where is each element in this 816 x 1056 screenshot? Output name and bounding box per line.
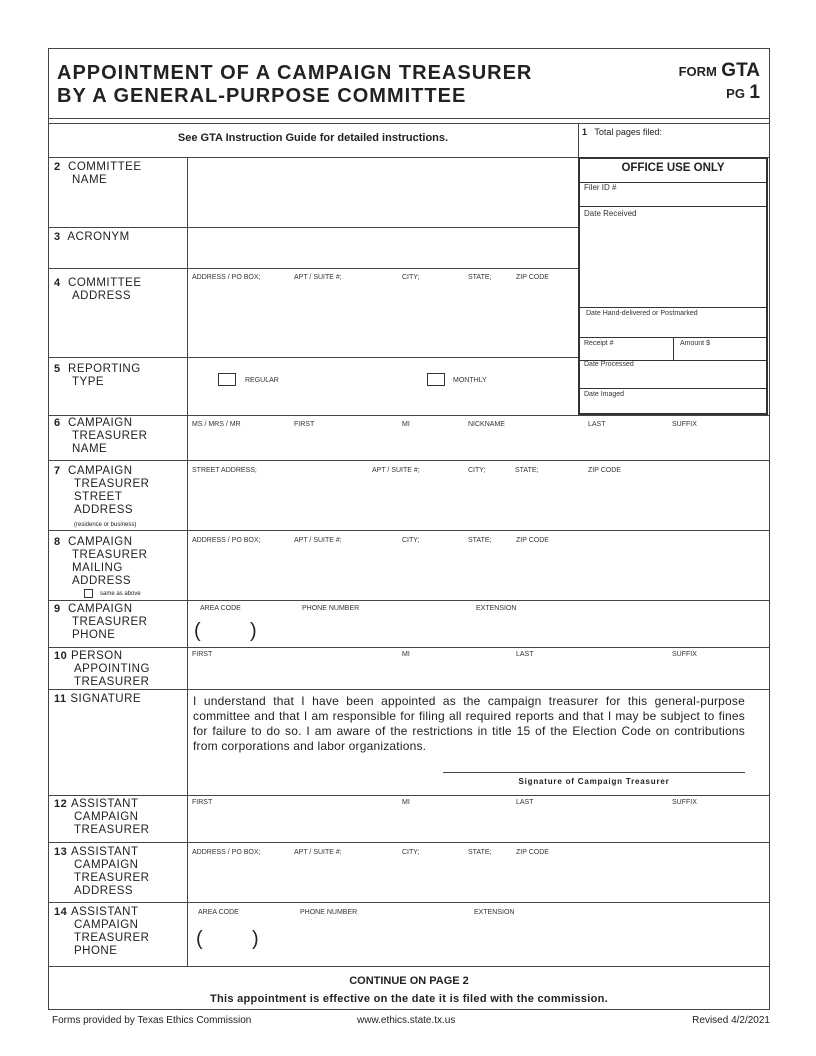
row-7-label: [54, 465, 149, 532]
field-text: CAMPAIGN: [74, 919, 139, 931]
field-text: ASSISTANT: [70, 906, 139, 918]
total-pages[interactable]: [582, 127, 662, 137]
field-text: LAST: [516, 799, 534, 806]
treasurer-name-field[interactable]: [188, 415, 770, 460]
monthly-checkbox[interactable]: [427, 373, 445, 386]
field-text: 10: [54, 650, 68, 662]
divider: [48, 357, 578, 358]
form-code: [679, 60, 760, 104]
committee-name-field[interactable]: [188, 158, 578, 227]
footer-url[interactable]: www.ethics.state.tx.us: [357, 1015, 456, 1026]
same-as-above-label: same as above: [100, 591, 141, 597]
field-text: TYPE: [72, 376, 105, 388]
field-text: TREASURER: [72, 549, 148, 561]
field-text: CITY;: [402, 274, 420, 281]
field-text: (: [196, 928, 203, 950]
total-pages-label: Total pages filed:: [594, 127, 662, 137]
field-text: SIGNATURE: [70, 693, 142, 705]
field-text: ADDRESS: [72, 290, 132, 302]
field-text: ZIP CODE: [516, 537, 549, 544]
title-line-2: BY A GENERAL-PURPOSE COMMITTEE: [57, 85, 467, 107]
regular-label: REGULAR: [245, 377, 279, 384]
field-text: ADDRESS: [74, 885, 134, 897]
field-text: TREASURER: [72, 616, 148, 628]
field-text: APT / SUITE #;: [294, 274, 342, 281]
page-label: PG: [726, 86, 745, 101]
field-text: ASSISTANT: [70, 846, 139, 858]
field-text: TREASURER: [74, 872, 150, 884]
field-text: COMMITTEE: [68, 277, 142, 289]
field-text: CAMPAIGN: [68, 465, 133, 477]
signature-statement: I understand that I have been appointed as the campaign treasurer for this general-purpose committee and that I am responsible for filing all required reports and that I may be subject to fines for failure to do so. I am aware of the restrictions in title 15 of the Election Code on contributions from corporations and labor organizations.: [193, 694, 745, 753]
field-text: ): [250, 620, 257, 642]
field-text: APT / SUITE #;: [294, 537, 342, 544]
monthly-label: MONTHLY: [453, 377, 487, 384]
field-text: CAMPAIGN: [74, 811, 139, 823]
field-text: TREASURER: [74, 478, 150, 490]
field-text: CAMPAIGN: [68, 536, 133, 548]
title-line-1: APPOINTMENT OF A CAMPAIGN TREASURER: [57, 62, 533, 84]
field-text: ADDRESS: [74, 504, 134, 516]
row-8-label: [54, 536, 147, 588]
field-text: SUFFIX: [672, 651, 697, 658]
assistant-address-field[interactable]: [188, 842, 770, 902]
field-text: EXTENSION: [476, 605, 517, 612]
field-text: ZIP CODE: [516, 274, 549, 281]
field-text: MAILING: [72, 562, 123, 574]
divider: [578, 123, 579, 157]
field-text: 13: [54, 846, 68, 858]
field-text: ASSISTANT: [70, 798, 139, 810]
divider: [48, 123, 770, 124]
field-text: 14: [54, 906, 68, 918]
committee-address-field[interactable]: [188, 268, 578, 357]
field-text: 6: [54, 417, 61, 429]
date-imaged: Date Imaged: [584, 391, 625, 398]
date-received: Date Received: [580, 207, 766, 308]
total-pages-num: 1: [582, 127, 588, 137]
office-use-box: [578, 157, 768, 415]
row-9-label: [54, 603, 147, 642]
same-as-above-checkbox[interactable]: [84, 589, 93, 598]
field-text: ZIP CODE: [516, 849, 549, 856]
filer-id: Filer ID #: [580, 183, 766, 207]
field-text: 11: [54, 693, 67, 705]
field-text: NAME: [72, 174, 108, 186]
field-text: NICKNAME: [468, 421, 505, 428]
field-text: APPOINTING: [74, 663, 150, 675]
field-text: STATE;: [468, 274, 492, 281]
field-text: STATE;: [515, 467, 539, 474]
field-text: MI: [402, 799, 410, 806]
row-11-label: [54, 693, 141, 706]
row-4-label: [54, 277, 142, 303]
field-text: ): [252, 928, 259, 950]
form-label: FORM: [678, 64, 717, 79]
field-text: LAST: [588, 421, 606, 428]
field-text: TREASURER: [74, 824, 150, 836]
field-text: 12: [54, 798, 68, 810]
field-text: ACRONYM: [67, 231, 130, 243]
field-text: STATE;: [468, 849, 492, 856]
field-text: ADDRESS: [72, 575, 132, 587]
signature-caption: Signature of Campaign Treasurer: [518, 777, 670, 786]
field-text: CAMPAIGN: [68, 603, 133, 615]
field-text: MI: [402, 421, 410, 428]
field-text: PHONE NUMBER: [302, 605, 360, 612]
field-text: SUFFIX: [672, 799, 697, 806]
field-text: STREET: [74, 491, 123, 503]
divider: [48, 689, 770, 690]
field-text: CITY;: [402, 537, 420, 544]
field-text: 4: [54, 277, 61, 289]
field-text: APT / SUITE #;: [372, 467, 420, 474]
date-hand-delivered: Date Hand-delivered or Postmarked: [580, 308, 766, 338]
field-text: FIRST: [192, 651, 213, 658]
row-5-label: [54, 363, 141, 389]
field-text: NAME: [72, 443, 108, 455]
field-text: LAST: [516, 651, 534, 658]
assistant-phone-field[interactable]: [188, 902, 770, 966]
treasurer-street-address-field[interactable]: [188, 460, 770, 530]
field-text: CAMPAIGN: [68, 417, 133, 429]
regular-checkbox[interactable]: [218, 373, 236, 386]
footer-revised: Revised 4/2/2021: [692, 1015, 770, 1026]
field-text: 8: [54, 536, 61, 548]
office-title: OFFICE USE ONLY: [580, 162, 766, 183]
field-text: TREASURER: [72, 430, 148, 442]
field-text: REPORTING: [68, 363, 141, 375]
divider: [48, 966, 770, 967]
receipt: Receipt #: [580, 338, 674, 360]
form-code-value: GTA: [721, 60, 760, 81]
continue-note: CONTINUE ON PAGE 2: [349, 975, 469, 987]
row-6-label: [54, 417, 147, 456]
divider: [48, 118, 770, 119]
field-text: FIRST: [294, 421, 315, 428]
treasurer-mailing-address-field[interactable]: [188, 530, 770, 600]
date-processed: Date Processed: [580, 361, 766, 389]
field-text: PHONE NUMBER: [300, 909, 358, 916]
field-text: ADDRESS / PO BOX;: [192, 537, 261, 544]
field-text: EXTENSION: [474, 909, 515, 916]
page-num: 1: [749, 82, 760, 103]
field-text: (residence or business): [74, 522, 137, 528]
field-text: ADDRESS / PO BOX;: [192, 274, 261, 281]
form-title: [57, 62, 532, 108]
field-text: 2: [54, 161, 61, 173]
row-12-label: [54, 798, 149, 837]
field-text: PHONE: [72, 629, 116, 641]
field-text: APT / SUITE #;: [294, 849, 342, 856]
field-text: PERSON: [70, 650, 123, 662]
field-text: TREASURER: [74, 932, 150, 944]
instructions: See GTA Instruction Guide for detailed instructions.: [177, 132, 449, 144]
field-text: AREA CODE: [200, 605, 241, 612]
field-text: STREET ADDRESS;: [192, 467, 257, 474]
acronym-field[interactable]: [188, 228, 578, 268]
row-10-label: [54, 650, 150, 689]
row-3-label: [54, 231, 130, 244]
field-text: CAMPAIGN: [74, 859, 139, 871]
field-text: PHONE: [74, 945, 118, 957]
field-text: TREASURER: [74, 676, 150, 688]
field-text: COMMITTEE: [68, 161, 142, 173]
row-2-label: [54, 161, 142, 187]
field-text: (: [194, 620, 201, 642]
field-text: MI: [402, 651, 410, 658]
signature-line[interactable]: [443, 772, 745, 773]
field-text: 9: [54, 603, 61, 615]
field-text: STATE;: [468, 537, 492, 544]
field-text: CITY;: [402, 849, 420, 856]
row-14-label: [54, 906, 149, 958]
field-text: MS / MRS / MR: [192, 421, 241, 428]
field-text: ADDRESS / PO BOX;: [192, 849, 261, 856]
field-text: SUFFIX: [672, 421, 697, 428]
field-text: AREA CODE: [198, 909, 239, 916]
field-text: 5: [54, 363, 61, 375]
footer-provided: Forms provided by Texas Ethics Commission: [52, 1015, 252, 1026]
row-13-label: [54, 846, 149, 898]
field-text: 7: [54, 465, 61, 477]
person-appointing-field[interactable]: [188, 647, 770, 689]
field-text: 3: [54, 231, 61, 243]
assistant-name-field[interactable]: [188, 795, 770, 842]
amount: Amount $: [680, 340, 710, 347]
field-text: FIRST: [192, 799, 213, 806]
field-text: CITY;: [468, 467, 486, 474]
effective-note: This appointment is effective on the date it is filed with the commission.: [209, 993, 609, 1005]
treasurer-phone-field[interactable]: [188, 600, 770, 647]
field-text: ZIP CODE: [588, 467, 621, 474]
